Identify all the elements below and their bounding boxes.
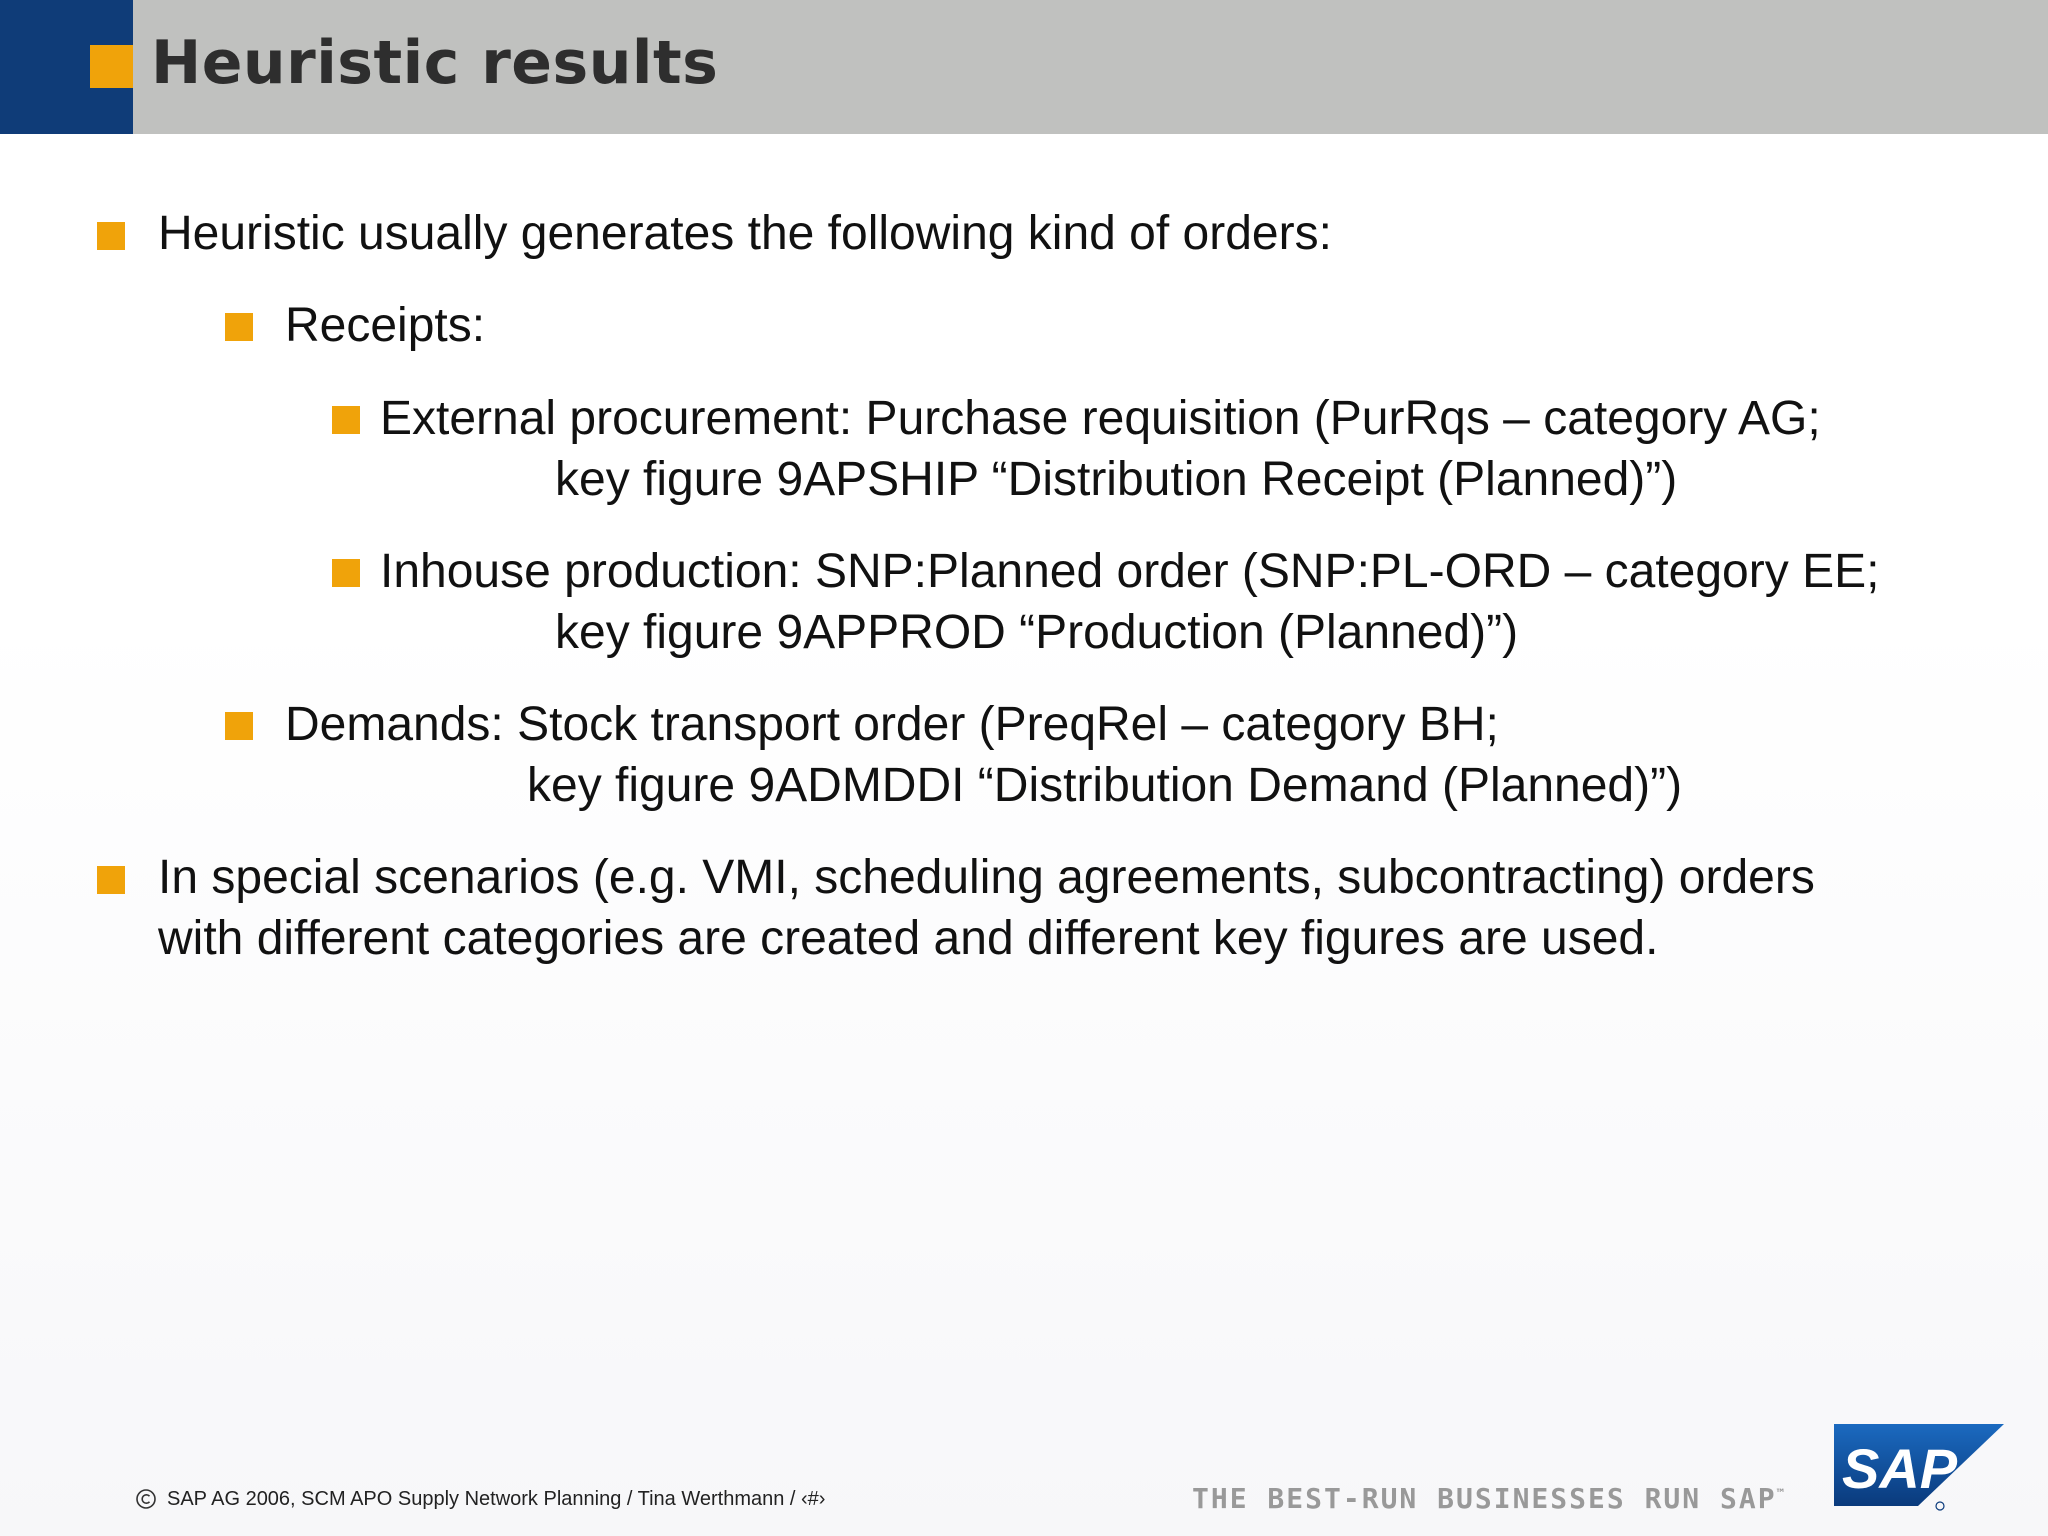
sap-logo [1834,1422,2006,1512]
bullet-text-continuation: key figure 9APPROD “Production (Planned)”) [555,606,1519,659]
footer-copyright [135,1488,825,1511]
bullet-marker [332,406,360,434]
bullet-text-continuation: key figure 9APSHIP “Distribution Receipt (Planned)”) [555,453,1678,506]
bullet-text: Inhouse production: SNP:Planned order (SNP:PL-ORD – category EE; [380,545,1880,598]
bullet-marker [225,313,253,341]
trademark-mark: ™ [1776,1486,1786,1501]
bullet-text: Receipts: [285,299,486,352]
slide-title: Heuristic results [151,28,719,98]
bullet-text: In special scenarios (e.g. VMI, scheduling agreements, subcontracting) orders [158,851,1815,904]
bullet-marker [97,222,125,250]
footer-tagline [1192,1482,1786,1515]
bullet-marker [332,559,360,587]
title-accent-square [90,45,133,88]
bullet-text: Heuristic usually generates the following kind of orders: [158,207,1332,260]
bullet-text-continuation: key figure 9ADMDDI “Distribution Demand (Planned)”) [527,759,1683,812]
sap-logo-text: SAP [1842,1437,1958,1500]
tagline-text: THE BEST-RUN BUSINESSES RUN SAP [1192,1482,1777,1515]
bullet-text-continuation: with different categories are created and different key figures are used. [158,912,1659,965]
bullet-marker [97,866,125,894]
bullet-marker [225,712,253,740]
bullet-text: Demands: Stock transport order (PreqRel – category BH; [285,698,1499,751]
footer-copyright-text: SAP AG 2006, SCM APO Supply Network Planning / Tina Werthmann / ‹#› [167,1488,826,1510]
bullet-text: External procurement: Purchase requisition (PurRqs – category AG; [380,392,1821,445]
